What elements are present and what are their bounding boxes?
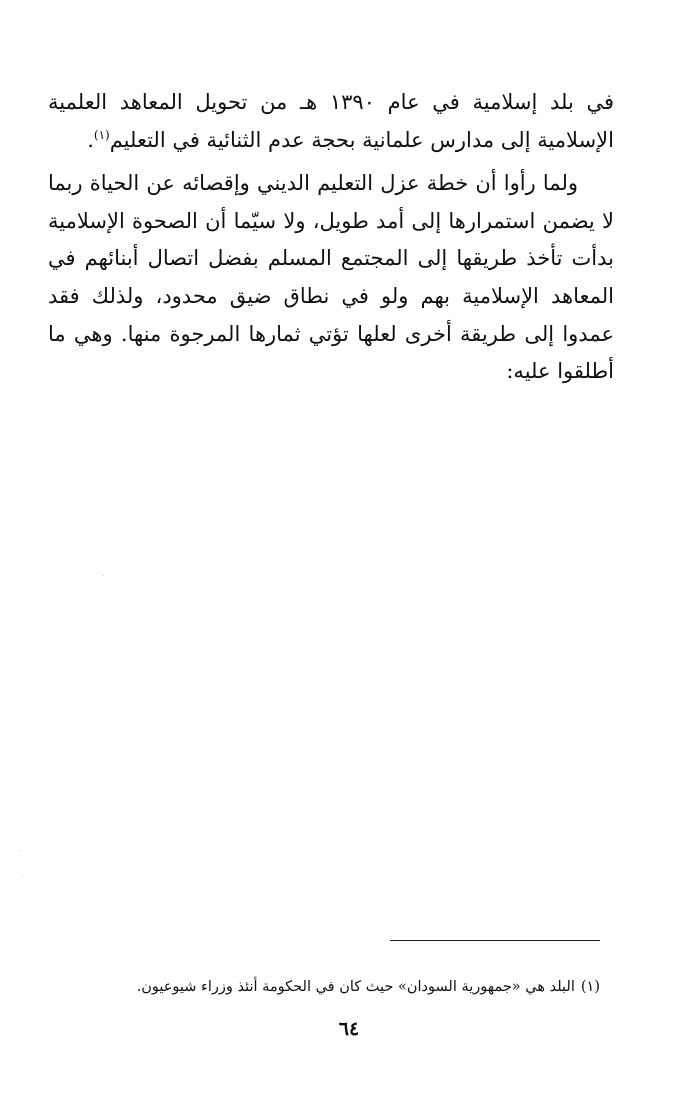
- paragraph-1-end-punctuation: .: [87, 127, 94, 152]
- footnote-text: البلد هي «جمهورية السودان» حيث كان في الحكومة أنئذ وزراء شيوعيون.: [136, 979, 575, 995]
- paragraph-1-text: في بلد إسلامية في عام ١٣٩٠ هـ من تحويل المعاهد العلمية الإسلامية إلى مدارس علمانية بحجة عدم الثنائية في التعليم: [48, 90, 614, 152]
- footnote-separator: [390, 940, 600, 941]
- footnote-reference: (١): [93, 127, 110, 142]
- paragraph-1: [48, 84, 614, 159]
- footnote-number: (١): [580, 979, 600, 995]
- scan-speck: [22, 875, 23, 876]
- scan-speck: [103, 575, 104, 576]
- footnote: [100, 976, 600, 998]
- scan-speck: [20, 850, 21, 851]
- paragraph-2: [48, 165, 614, 391]
- main-text: [48, 84, 614, 391]
- paragraph-2-text: ولما رأوا أن خطة عزل التعليم الديني وإقصائه عن الحياة ربما لا يضمن استمرارها إلى أمد طويل، ولا سيّما أن الصحوة الإسلامية بدأت تأخذ طريقها إلى المجتمع المسلم بفضل اتصال أبنائهم في المعاهد الإسلامية بهم ولو في نطاق ضيق محدود، ولذلك فقد عمدوا إلى طريقة أخرى لعلها تؤتي ثمارها المرجوة منها. وهي ما أطلقوا عليه:: [48, 171, 614, 384]
- page-number: ٦٤: [338, 1018, 360, 1040]
